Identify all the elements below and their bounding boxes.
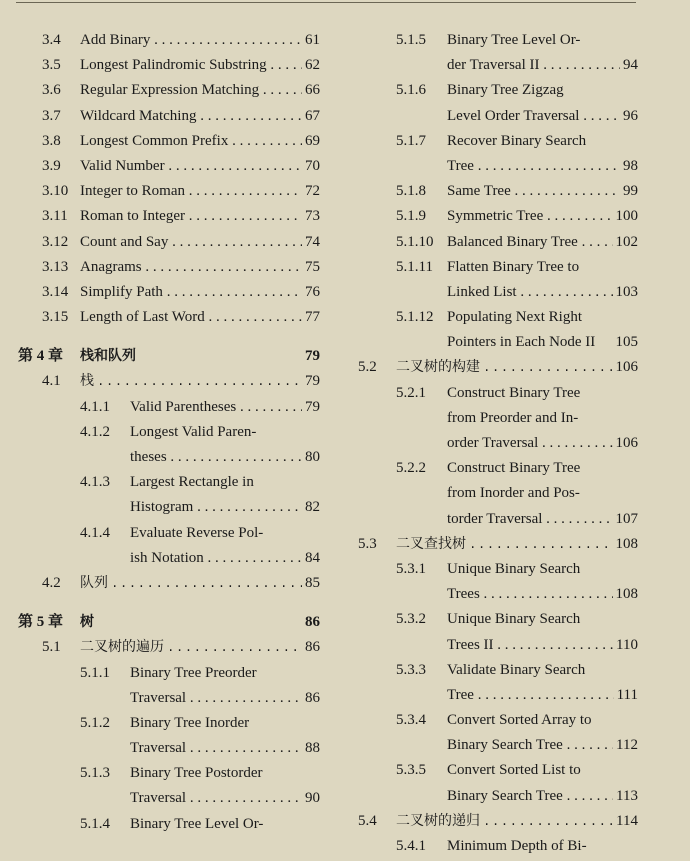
toc-entry-number: 3.5 [42,57,61,74]
toc-entry-number: 5.1.12 [396,309,434,326]
toc-entry-row [18,686,328,711]
toc-entry-row [18,305,328,330]
toc-entry-number: 5.1.11 [396,258,433,275]
toc-page-number[interactable]: 113 [613,784,638,809]
toc-entry-title[interactable]: Valid Parentheses . . . [130,395,316,420]
toc-entry-title[interactable]: 树 [80,614,94,631]
toc-entry-row [358,481,640,506]
toc-entry-row [358,431,640,456]
toc-entry-row [358,557,640,582]
toc-entry-number: 4.1 [42,373,61,390]
toc-entry-title[interactable]: Wildcard Matching . . . [80,104,316,129]
toc-entry-row [18,571,328,596]
toc-entry-row [358,507,640,532]
toc-entry-title[interactable]: Balanced Binary Tree . . . [447,230,634,255]
toc-entry-title[interactable]: Unique Binary Search [447,560,581,577]
toc-entry-row [358,78,640,103]
toc-entry-title[interactable]: Length of Last Word . . . [80,305,316,330]
toc-page-number[interactable]: 106 [613,355,639,380]
toc-entry-title[interactable]: Traversal . . . [130,686,316,711]
toc-entry-number: 5.3.5 [396,762,426,779]
toc-entry-title[interactable]: Traversal . . . [130,786,316,811]
toc-page-number[interactable]: 66 [302,78,320,103]
toc-entry-row [358,456,640,481]
toc-entry-title[interactable]: Valid Number . . . [80,154,316,179]
toc-page-number[interactable]: 77 [302,305,320,330]
toc-entry-row [358,255,640,280]
toc-entry-title[interactable]: Binary Tree Zigzag [447,82,564,99]
toc-entry-title[interactable]: Evaluate Reverse Pol- [130,524,264,541]
toc-entry-row [358,305,640,330]
toc-entry-row [18,230,328,255]
toc-page-number[interactable]: 90 [302,786,320,811]
toc-page-number[interactable]: 70 [302,154,320,179]
toc-entry-title[interactable]: Linked List . . . [447,280,634,305]
toc-entry-row [18,104,328,129]
top-rule [16,2,636,3]
toc-page-number[interactable]: 86 [302,635,320,660]
toc-entry-number: 第 4 章 [18,348,64,365]
toc-entry-row [18,78,328,103]
toc-entry-number: 5.3.2 [396,611,426,628]
toc-entry-number: 5.3 [358,535,377,552]
toc-page-number[interactable]: 79 [302,369,320,394]
toc-entry-row [358,355,640,380]
toc-entry-title[interactable]: 二叉树的遍历 . . . [80,635,316,660]
toc-entry-row [358,809,640,834]
toc-entry-title[interactable]: 二叉树的递归 . . . [396,809,634,834]
toc-page-number[interactable]: 80 [302,445,320,470]
toc-entry-row [18,28,328,53]
toc-entry-row [358,708,640,733]
toc-entry-title[interactable]: Flatten Binary Tree to [447,258,580,275]
toc-entry-number: 3.13 [42,258,69,275]
toc-entry-title[interactable]: Longest Common Prefix . . . [80,129,316,154]
toc-entry-number: 5.1.8 [396,183,426,200]
toc-entry-row [358,784,640,809]
toc-entry-title[interactable]: order Traversal . . . [447,431,634,456]
toc-entry-number: 5.1.1 [80,664,110,681]
toc-entry-title[interactable]: Tree . . . [447,683,634,708]
toc-entry-row [18,495,328,520]
toc-entry-title[interactable]: Pointers in Each Node II [447,334,596,351]
toc-entry-row [18,53,328,78]
toc-entry-number: 4.2 [42,574,61,591]
toc-entry-row [18,420,328,445]
toc-chapter-row [18,610,328,635]
toc-entry-title[interactable]: Largest Rectangle in [130,474,254,491]
toc-entry-number: 4.1.4 [80,524,110,541]
toc-entry-number: 5.4.1 [396,838,426,854]
toc-entry-title[interactable]: Binary Tree Preorder [130,664,257,681]
toc-entry-title[interactable]: Binary Search Tree . . . [447,733,634,758]
toc-entry-title[interactable]: from Inorder and Pos- [447,485,580,502]
toc-entry-row [358,280,640,305]
toc-page-number[interactable]: 82 [302,495,320,520]
toc-entry-number: 5.2.2 [396,460,426,477]
toc-entry-row [358,532,640,557]
toc-entry-row [358,154,640,179]
toc-page-number[interactable]: 69 [302,129,320,154]
toc-entry-title[interactable]: Convert Sorted List to [447,762,581,779]
toc-page-number[interactable]: 112 [613,733,638,758]
toc-entry-title[interactable]: Construct Binary Tree [447,384,581,401]
toc-entry-title[interactable]: Integer to Roman . . . [80,179,316,204]
toc-entry-title[interactable]: Recover Binary Search [447,132,587,149]
toc-entry-row [18,521,328,546]
toc-page-number[interactable]: 100 [613,204,639,229]
toc-chapter-row [18,344,328,369]
toc-entry-number: 5.1.4 [80,815,110,832]
toc-entry-row [18,369,328,394]
toc-entry-title[interactable]: 二叉查找树 . . . [396,532,634,557]
toc-entry-title[interactable]: Roman to Integer . . . [80,204,316,229]
toc-entry-title[interactable]: Validate Binary Search [447,661,586,678]
toc-entry-title[interactable]: Level Order Traversal . . . [447,104,634,129]
toc-page-number[interactable]: 108 [613,582,639,607]
toc-entry-row [358,129,640,154]
toc-page-number[interactable]: 76 [302,280,320,305]
toc-page-number[interactable]: 75 [302,255,320,280]
toc-entry-row [358,330,640,355]
toc-page-number[interactable]: 96 [620,104,638,129]
toc-entry-row [358,381,640,406]
toc-entry-title[interactable]: Binary Tree Postorder [130,765,263,782]
toc-page-number[interactable]: 94 [620,53,638,78]
toc-entry-number: 5.3.4 [396,712,426,729]
toc-entry-row [18,470,328,495]
toc-entry-number: 5.2 [358,359,377,376]
toc-entry-title[interactable]: 二叉树的构建 . . . [396,355,634,380]
toc-page-number[interactable]: 67 [302,104,320,129]
toc-entry-number: 5.1.7 [396,132,426,149]
toc-entry-row [18,661,328,686]
toc-page-number[interactable]: 114 [613,809,638,834]
toc-entry-number: 5.1.6 [396,82,426,99]
toc-entry-row [18,445,328,470]
toc-page-number[interactable]: 106 [613,431,639,456]
toc-entry-title[interactable]: Same Tree . . . [447,179,634,204]
toc-entry-number: 5.1.9 [396,208,426,225]
toc-page-number[interactable]: 79 [302,395,320,420]
toc-entry-row [358,758,640,783]
toc-entry-row [18,786,328,811]
toc-entry-row [18,255,328,280]
toc-entry-number: 3.4 [42,32,61,48]
toc-entry-title[interactable]: Simplify Path . . . [80,280,316,305]
toc-page-number[interactable]: 86 [302,610,320,635]
toc-entry-title[interactable]: Unique Binary Search [447,611,581,628]
toc-entry-row [358,607,640,632]
toc-page-number[interactable]: 102 [613,230,639,255]
toc-entry-row [18,711,328,736]
toc-entry-row [18,280,328,305]
toc-entry-number: 3.9 [42,157,61,174]
toc-entry-title[interactable]: torder Traversal . . . [447,507,634,532]
toc-entry-number: 5.2.1 [396,384,426,401]
toc-entry-number: 4.1.1 [80,398,110,415]
toc-entry-title[interactable]: Binary Search Tree . . . [447,784,634,809]
toc-entry-title[interactable]: ish Notation . . . [130,546,316,571]
toc-entry-number: 5.3.1 [396,560,426,577]
toc-entry-row [18,546,328,571]
toc-entry-row [358,406,640,431]
toc-page-number[interactable]: 98 [620,154,638,179]
toc-page-number[interactable]: 85 [302,571,320,596]
toc-entry-number: 3.10 [42,183,69,200]
toc-entry-number: 3.8 [42,132,61,149]
toc-entry-row [18,129,328,154]
toc-entry-title[interactable]: theses . . . [130,445,316,470]
toc-entry-row [358,834,640,859]
toc-entry-row [18,395,328,420]
toc-entry-row [18,812,328,837]
toc-entry-title[interactable]: Anagrams . . . [80,255,316,280]
toc-entry-row [18,179,328,204]
toc-page-number[interactable]: 61 [302,28,320,53]
toc-entry-row [358,658,640,683]
toc-entry-row [358,633,640,658]
toc-entry-number: 5.1.2 [80,714,110,731]
toc-entry-row [18,204,328,229]
toc-entry-title[interactable]: Longest Palindromic Substring . . . [80,53,316,78]
toc-entry-row [18,736,328,761]
toc-entry-title[interactable]: 队列 . . . [80,571,316,596]
toc-entry-title[interactable]: Count and Say . . . [80,230,316,255]
toc-entry-title[interactable]: Regular Expression Matching . . . [80,78,316,103]
toc-page-number[interactable]: 88 [302,736,320,761]
toc-spacer [18,330,328,344]
toc-entry-number: 3.15 [42,309,69,326]
toc-entry-title[interactable]: Histogram . . . [130,495,316,520]
toc-page-number[interactable]: 105 [613,330,639,355]
toc-entry-title[interactable]: 栈和队列 [80,348,136,365]
toc-page-number[interactable]: 86 [302,686,320,711]
toc-entry-row [358,582,640,607]
toc-entry-number: 3.7 [42,107,61,124]
toc-entry-number: 5.1 [42,639,61,656]
toc-entry-title[interactable]: Trees . . . [447,582,634,607]
toc-entry-row [358,733,640,758]
toc-page-number[interactable]: 74 [302,230,320,255]
toc-entry-title[interactable]: Convert Sorted Array to [447,712,592,729]
toc-entry-row [358,53,640,78]
toc-page-number[interactable]: 73 [302,204,320,229]
toc-entry-row [358,179,640,204]
toc-entry-title[interactable]: Longest Valid Paren- [130,423,257,440]
toc-entry-number: 5.1.3 [80,765,110,782]
toc-entry-row [18,635,328,660]
toc-page-number[interactable]: 103 [613,280,639,305]
toc-left-column [18,28,328,837]
toc-page-number[interactable]: 108 [613,532,639,557]
toc-entry-row [358,683,640,708]
toc-page-number[interactable]: 79 [302,344,320,369]
toc-entry-row [18,154,328,179]
toc-entry-number: 5.1.10 [396,233,434,250]
toc-entry-title[interactable]: Construct Binary Tree [447,460,581,477]
toc-entry-title[interactable]: from Preorder and In- [447,409,579,426]
toc-page-number[interactable]: 110 [613,633,638,658]
toc-entry-title[interactable]: Tree . . . [447,154,634,179]
toc-page-number[interactable]: 62 [302,53,320,78]
toc-entry-number: 3.6 [42,82,61,99]
toc-page-number[interactable]: 111 [614,683,638,708]
toc-page-number[interactable]: 72 [302,179,320,204]
toc-entry-number: 5.4 [358,812,377,829]
toc-entry-number: 5.1.5 [396,32,426,48]
toc-entry-number: 5.3.3 [396,661,426,678]
toc-entry-title[interactable]: Trees II . . . [447,633,634,658]
toc-entry-title[interactable]: Add Binary . . . [80,28,316,53]
toc-entry-title[interactable]: 栈 . . . [80,369,316,394]
toc-entry-number: 3.14 [42,283,69,300]
toc-entry-title[interactable]: Traversal . . . [130,736,316,761]
toc-entry-title[interactable]: Binary Tree Inorder [130,714,250,731]
toc-entry-number: 4.1.2 [80,423,110,440]
toc-spacer [18,596,328,610]
toc-entry-title[interactable]: Symmetric Tree . . . [447,204,634,229]
toc-entry-row [358,104,640,129]
toc-entry-number: 4.1.3 [80,474,110,491]
toc-entry-number: 3.12 [42,233,69,250]
toc-entry-row [358,28,640,53]
toc-entry-row [358,204,640,229]
toc-entry-number: 3.11 [42,208,68,225]
toc-right-column [358,28,640,859]
toc-entry-row [358,230,640,255]
toc-entry-title[interactable]: Populating Next Right [447,309,582,326]
toc-entry-title[interactable]: Minimum Depth of Bi- [447,838,587,854]
toc-page-number[interactable]: 84 [302,546,320,571]
toc-entry-title[interactable]: Binary Tree Level Or- [130,815,264,832]
toc-page-number[interactable]: 107 [613,507,639,532]
toc-page-number[interactable]: 99 [620,179,638,204]
toc-entry-row [18,761,328,786]
toc-entry-title[interactable]: der Traversal II . . . [447,53,634,78]
toc-entry-title[interactable]: Binary Tree Level Or- [447,32,581,48]
toc-entry-number: 第 5 章 [18,614,64,631]
